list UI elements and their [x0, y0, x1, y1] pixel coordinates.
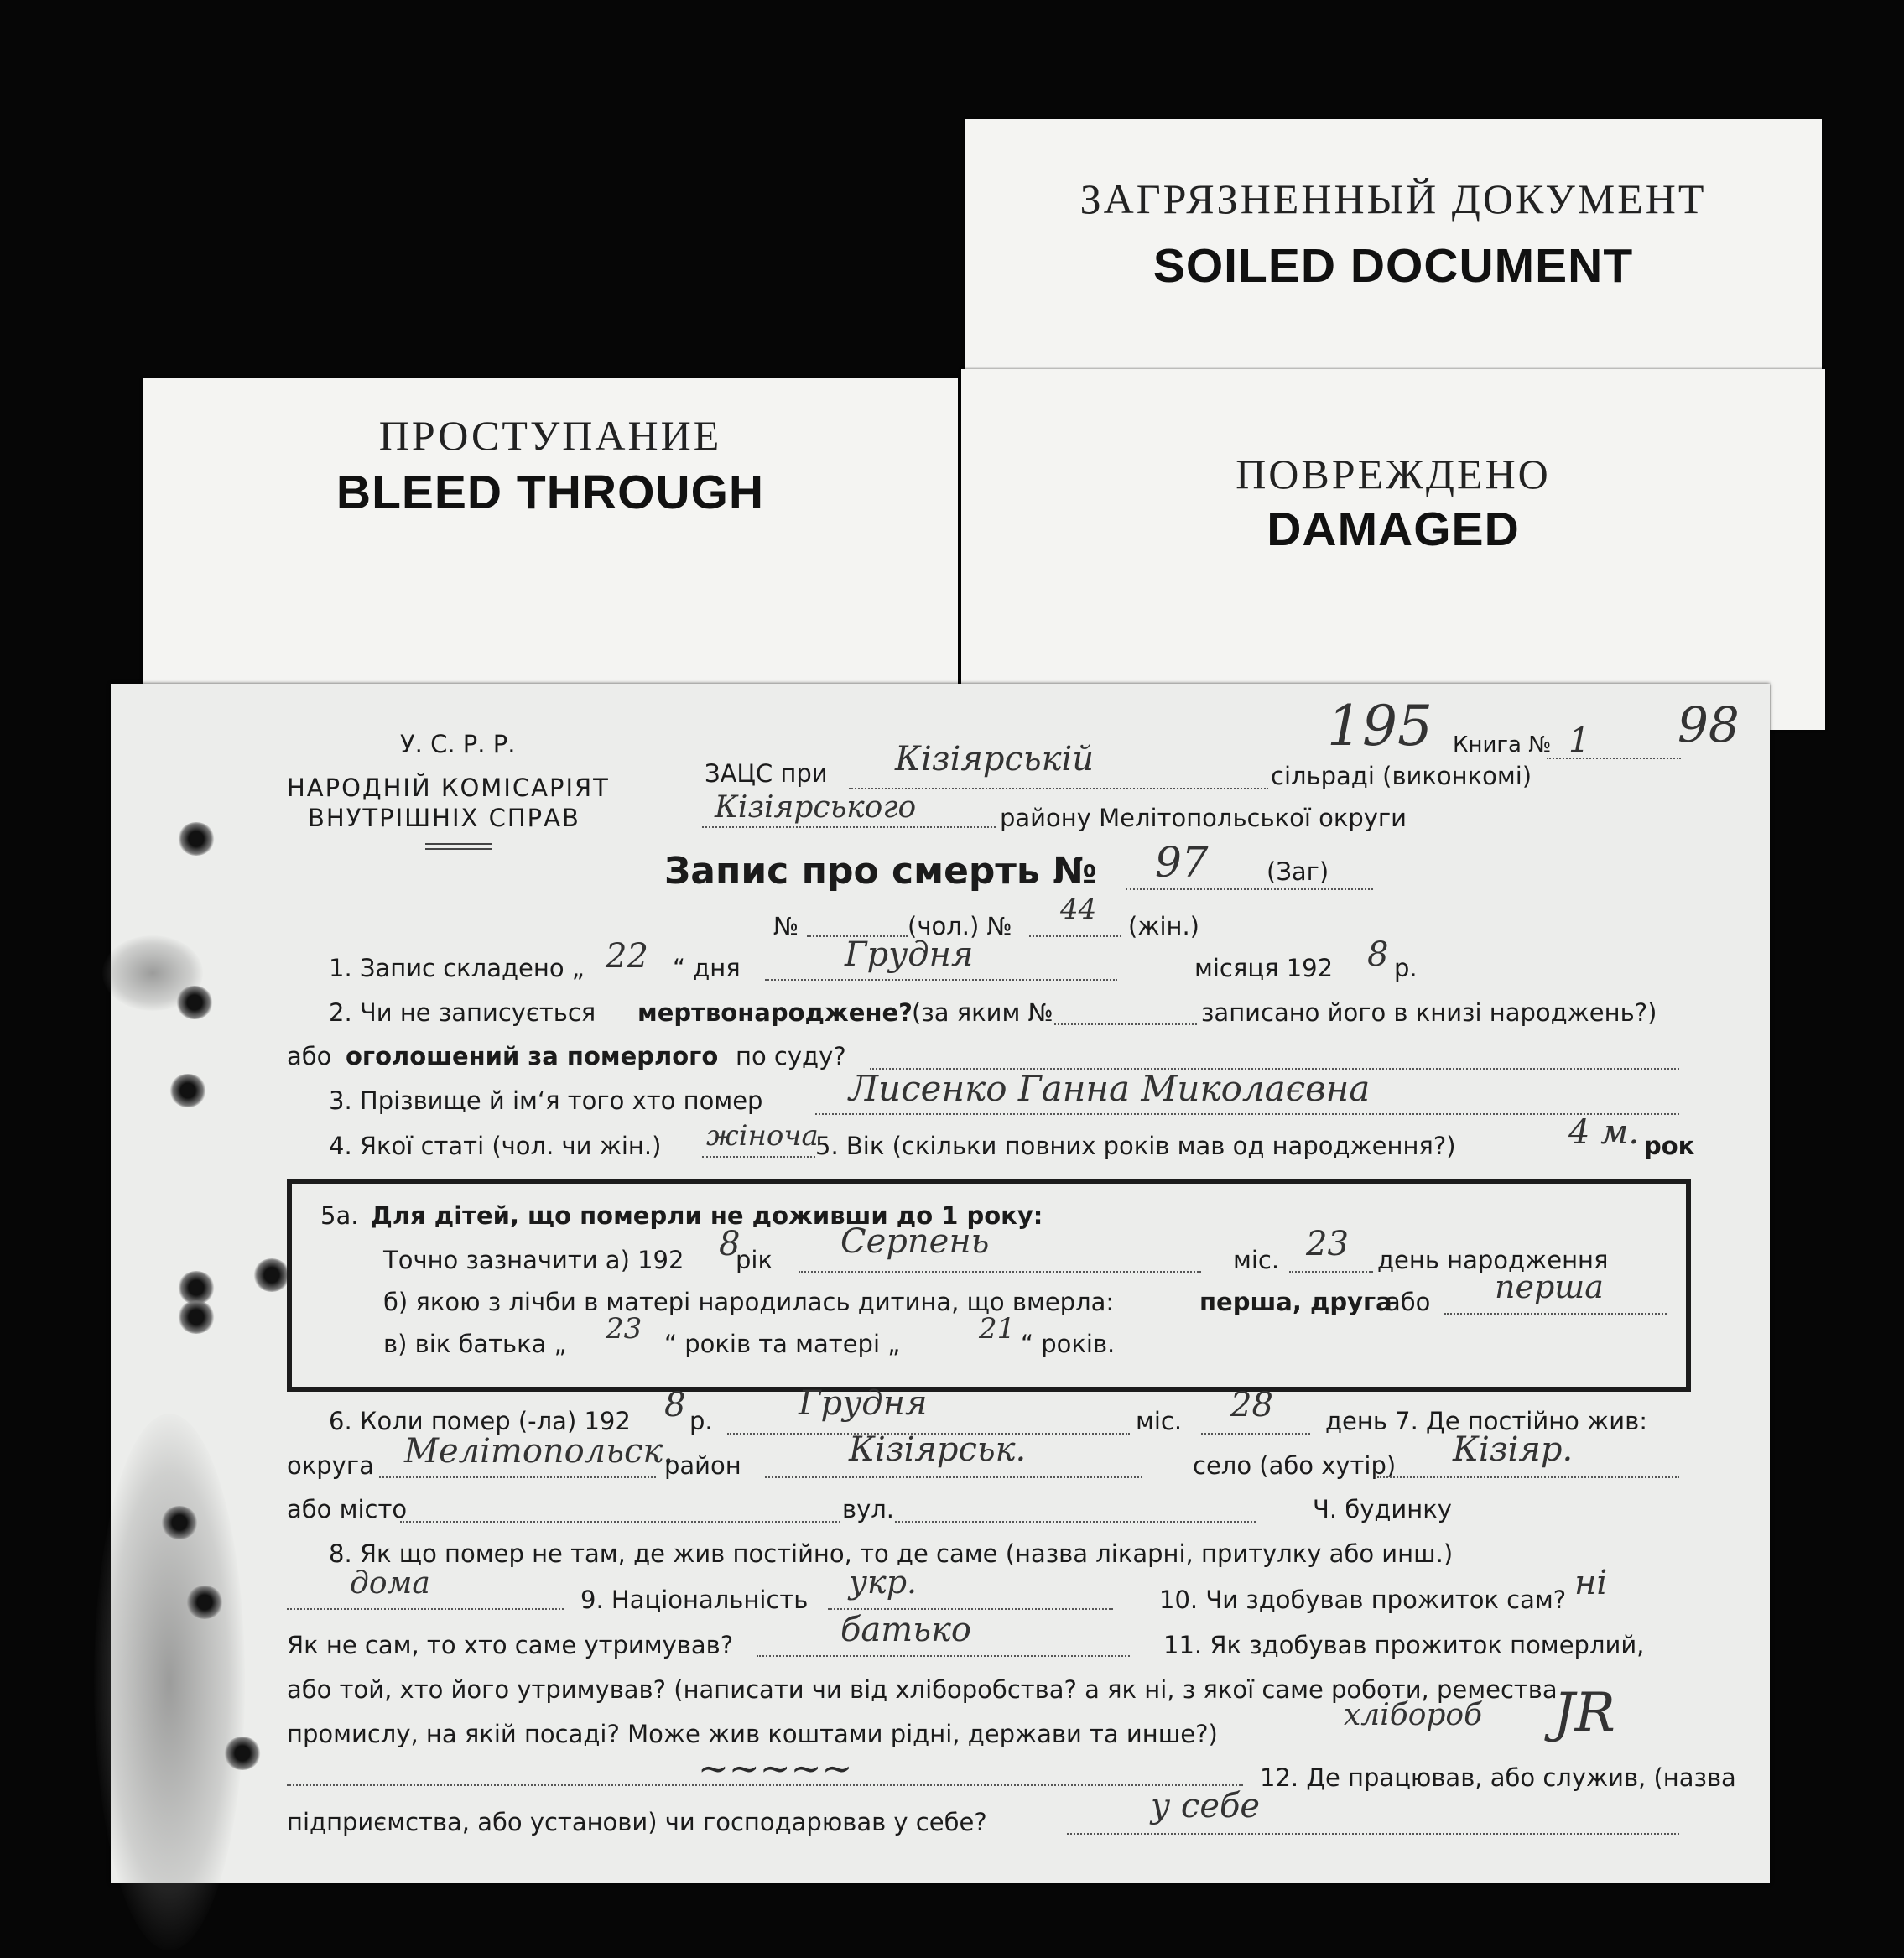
line7b-street-label: вул. — [842, 1495, 895, 1523]
record-number-line — [1126, 888, 1373, 890]
line2-which: (за яким № — [912, 998, 1053, 1027]
district-line — [702, 826, 996, 828]
line3-line — [815, 1113, 1679, 1115]
death-month-handwritten: Грудня — [799, 1384, 928, 1423]
punch-hole — [176, 986, 213, 1019]
box5a-or: або — [1386, 1288, 1431, 1316]
line1-month-label: місяця 192 — [1194, 954, 1334, 982]
box5a-order-line — [1444, 1313, 1667, 1315]
female-number-handwritten: 44 — [1060, 893, 1097, 926]
line6-residence-label: день 7. Де постійно жив: — [1325, 1407, 1647, 1435]
line7b-city-line — [400, 1521, 840, 1523]
nationality-handwritten: укр. — [849, 1564, 918, 1601]
line1-year-suffix: р. — [1394, 954, 1418, 982]
mother-age-handwritten: 21 — [979, 1312, 1016, 1346]
line10-label: Як не сам, то хто саме утримував? — [287, 1631, 734, 1659]
district-handwritten: Кізіярського — [715, 790, 917, 825]
damaged-label-en: DAMAGED — [1267, 503, 1520, 556]
line4-sex-line — [702, 1156, 815, 1158]
commissariat-line1: НАРОДНІЙ КОМІСАРІЯТ — [287, 773, 610, 802]
box5a-title: Для дітей, що померли не доживши до 1 року: — [371, 1201, 1043, 1230]
box5a-first-second: перша, друга — [1199, 1288, 1392, 1316]
book-label: Книга № — [1453, 732, 1552, 758]
line12b-line — [1067, 1833, 1679, 1835]
scribble-mark: ~~~~~ — [698, 1747, 853, 1790]
punch-hole — [161, 1506, 198, 1539]
line11b-label: промислу, на якій посаді? Може жив коштами рідні, держави та инше?) — [287, 1720, 1218, 1748]
box5a-line3-mid: “ років та матері „ — [664, 1330, 901, 1358]
box5a-line3-end: “ років. — [1021, 1330, 1116, 1358]
line7-okruha-line — [379, 1476, 656, 1478]
punch-hole — [224, 1737, 261, 1770]
deceased-name-handwritten: Лисенко Ганна Миколаєвна — [849, 1068, 1371, 1109]
line2b-or: або — [287, 1042, 332, 1070]
initials-handwritten: JR — [1553, 1682, 1615, 1744]
zag-label: (Заг) — [1267, 857, 1329, 886]
page-number-handwritten: 195 — [1327, 694, 1433, 758]
book-number-handwritten: 1 — [1568, 721, 1590, 760]
male-no-label: № — [773, 912, 799, 940]
line12-label: 12. Де працював, або служив, (назва — [1260, 1763, 1736, 1792]
box5a-number: 5а. — [320, 1201, 359, 1230]
line2-stillborn: мертвонароджене? — [637, 998, 913, 1027]
line9-self-label: 10. Чи здобував прожиток сам? — [1159, 1586, 1567, 1614]
line6-year-suffix: р. — [689, 1407, 713, 1435]
birth-month-handwritten: Серпень — [840, 1222, 990, 1261]
line7-raion-line — [765, 1476, 1142, 1478]
female-no-line — [1029, 935, 1121, 937]
line9-place-line — [287, 1608, 564, 1610]
line2-registered: записано його в книзі народжень?) — [1201, 998, 1657, 1027]
soiled-label-ru: ЗАГРЯЗНЕННЫЙ ДОКУМЕНТ — [1079, 175, 1707, 222]
raion-handwritten: Кізіярськ. — [849, 1430, 1027, 1469]
self-support-handwritten: ні — [1574, 1564, 1608, 1602]
occupation-handwritten: хлібороб — [1344, 1698, 1483, 1732]
book-line — [1547, 758, 1681, 759]
zags-handwritten: Кізіярській — [895, 740, 1095, 779]
record-number-handwritten: 97 — [1155, 838, 1209, 887]
line2-number-line — [1054, 1023, 1197, 1025]
box5a-month-label: міс. — [1233, 1246, 1280, 1274]
line6-label: 6. Коли помер (-ла) 192 — [329, 1407, 631, 1435]
damaged-card — [961, 369, 1825, 730]
box5a-line3-label: в) вік батька „ — [383, 1330, 567, 1358]
male-label: (чол.) № — [908, 912, 1012, 940]
line9-nationality-label: 9. Національність — [580, 1586, 809, 1614]
record-month-handwritten: Грудня — [845, 935, 974, 974]
death-year-handwritten: 8 — [664, 1386, 686, 1424]
sex-handwritten: жіноча — [706, 1119, 819, 1153]
workplace-handwritten: у себе — [1151, 1787, 1261, 1825]
stain-mark — [94, 1414, 245, 1950]
line9-nationality-line — [828, 1608, 1113, 1610]
line7b-city-label: або місто — [287, 1495, 408, 1523]
line7b-house-label: Ч. будинку — [1313, 1495, 1452, 1523]
box5a-line1-label: Точно зазначити а) 192 — [383, 1246, 684, 1274]
line3-label: 3. Прізвище й ім‘я того хто помер — [329, 1086, 763, 1115]
line4-age-label: 5. Вік (скільки повних років мав од народження?) — [815, 1132, 1456, 1160]
female-label: (жін.) — [1128, 912, 1199, 940]
line2b-court: по суду? — [736, 1042, 846, 1070]
birth-year-handwritten: 8 — [719, 1225, 741, 1263]
death-place-handwritten: дома — [350, 1566, 430, 1601]
record-year-handwritten: 8 — [1367, 935, 1389, 974]
zags-line — [849, 788, 1268, 789]
box5a-year-label: рік — [736, 1246, 773, 1274]
punch-hole — [178, 1271, 215, 1304]
line12b-label: підприємства, або установи) чи господарював у себе? — [287, 1808, 987, 1836]
supporter-handwritten: батько — [840, 1611, 971, 1649]
line7-selo-line — [1377, 1476, 1679, 1478]
line8-label: 8. Як що помер не там, де жив постійно, то де саме (назва лікарні, притулку або инш.) — [329, 1539, 1454, 1568]
line10-q11: 11. Як здобував прожиток померлий, — [1163, 1631, 1645, 1659]
birth-day-handwritten: 23 — [1306, 1225, 1349, 1263]
line7b-street-line — [895, 1521, 1256, 1523]
line2-label: 2. Чи не записується — [329, 998, 596, 1027]
line7-selo-label: село (або хутір) — [1193, 1451, 1397, 1480]
ussr-label: У. С. Р. Р. — [400, 730, 516, 758]
bleed-label-en: BLEED THROUGH — [336, 466, 765, 519]
line7-okruha-label: округа — [287, 1451, 374, 1480]
punch-hole — [169, 1074, 206, 1107]
selo-handwritten: Кізіяр. — [1453, 1430, 1574, 1469]
line6-day-line — [1201, 1433, 1310, 1435]
record-title: Запис про смерть № — [664, 850, 1097, 893]
line4-label: 4. Якої статі (чол. чи жін.) — [329, 1132, 662, 1160]
bleed-through-card — [143, 378, 958, 730]
death-day-handwritten: 28 — [1230, 1386, 1273, 1424]
punch-hole — [186, 1586, 223, 1619]
line1-label: 1. Запис складено „ — [329, 954, 585, 982]
district-label: району Мелітопольської округи — [1000, 804, 1407, 832]
line7-raion-label: район — [664, 1451, 741, 1480]
line1-month-line — [765, 979, 1117, 981]
punch-hole — [178, 1300, 215, 1334]
book-page-handwritten: 98 — [1678, 696, 1740, 753]
commissariat-line2: ВНУТРІШНІХ СПРАВ — [308, 804, 580, 832]
box5a-day-line — [1289, 1271, 1373, 1273]
death-record-form — [111, 684, 1770, 1883]
punch-hole — [178, 822, 215, 856]
header-rule — [425, 843, 492, 845]
okruha-handwritten: Мелітопольск. — [404, 1432, 674, 1471]
line4-years-suffix: рок — [1644, 1132, 1695, 1160]
line10-line — [757, 1655, 1130, 1657]
box5a-month-line — [799, 1271, 1201, 1273]
punch-hole — [253, 1258, 290, 1292]
birth-order-handwritten: перша — [1495, 1268, 1604, 1305]
council-label: сільраді (виконкомі) — [1271, 762, 1532, 790]
box5a-birthday-label: день народження — [1377, 1246, 1609, 1274]
father-age-handwritten: 23 — [606, 1312, 642, 1346]
soiled-label-en: SOILED DOCUMENT — [1152, 239, 1634, 293]
line6-month-label: міс. — [1136, 1407, 1183, 1435]
record-day-handwritten: 22 — [606, 937, 648, 976]
age-handwritten: 4 м. — [1568, 1113, 1640, 1152]
box5a-line2-label: б) якою з лічби в матері народилась дитина, що вмерла: — [383, 1288, 1115, 1316]
line2b-declared: оголошений за померлого — [346, 1042, 719, 1070]
zags-prefix: ЗАЦС при — [705, 759, 828, 788]
header-rule — [425, 848, 492, 850]
line11-label: або той, хто його утримував? (написати чи від хліборобства? а як ні, з якої саме роботи, ремества — [287, 1675, 1558, 1704]
bleed-label-ru: ПРОСТУПАНИЕ — [378, 412, 722, 459]
line1-day-label: “ дня — [673, 954, 741, 982]
damaged-label-ru: ПОВРЕЖДЕНО — [1236, 450, 1551, 497]
